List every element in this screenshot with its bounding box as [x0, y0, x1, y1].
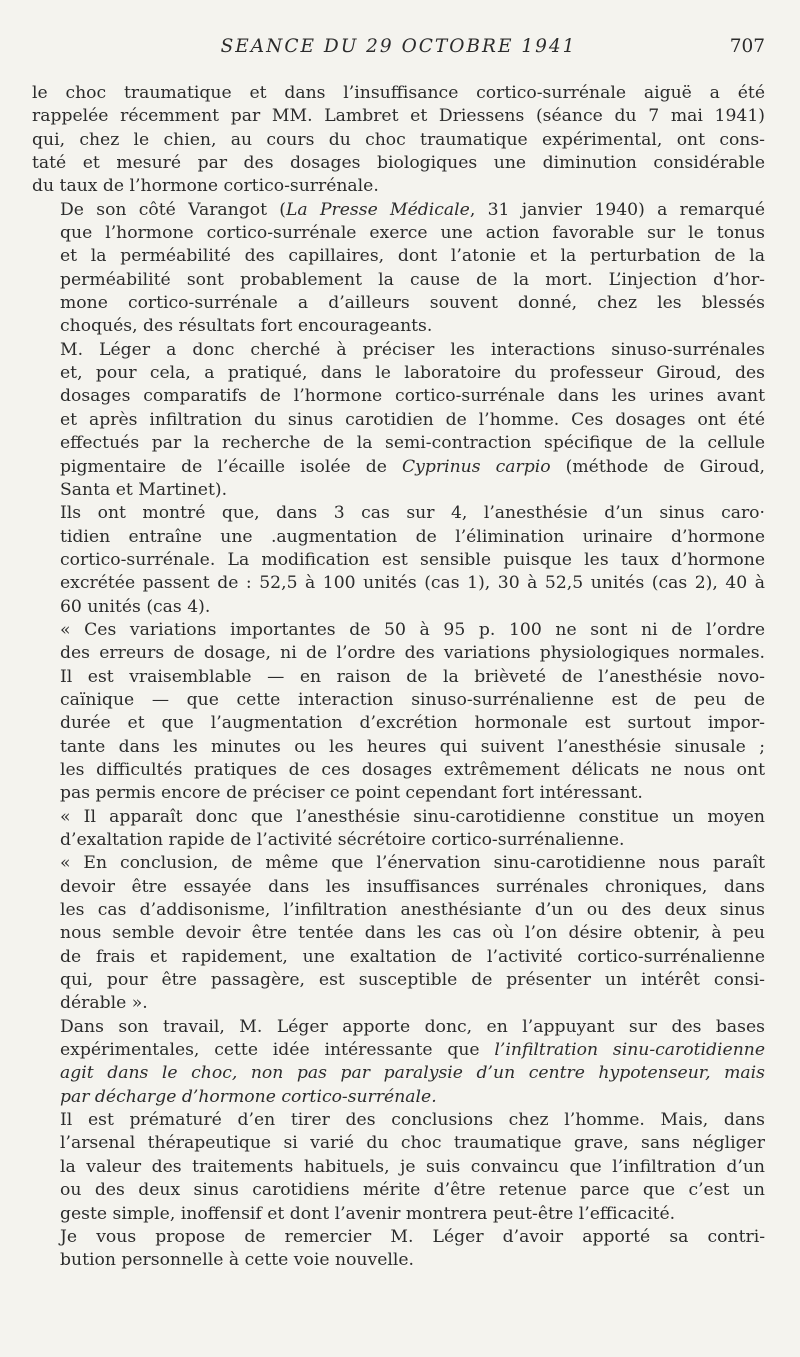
text-line: Dans son travail, M. Léger apporte donc, en l’appuyant sur des bases	[60, 1016, 765, 1037]
text-line: le choc traumatique et dans l’insuffisance cortico-surrénale aiguë a été	[32, 83, 765, 103]
text-line: de frais et rapidement, une exaltation de l’activité cortico-surrénalienne	[60, 946, 765, 967]
text-line: Je vous propose de remercier M. Léger d’avoir apporté sa contri-	[60, 1226, 765, 1247]
text-line: Santa et Martinet).	[60, 479, 228, 500]
paragraph	[32, 1016, 765, 1109]
text-line: Il est prématuré d’en tirer des conclusions chez l’homme. Mais, dans	[60, 1110, 765, 1131]
text-line: caïnique — que cette interaction sinuso-surrénalienne est de peu de	[60, 689, 765, 710]
text-line: perméabilité sont probablement la cause de la mort. L’injection d’hor-	[60, 269, 765, 290]
text-line: geste simple, inoffensif et dont l’avenir montrera peut-être l’efficacité.	[60, 1203, 676, 1224]
text-line: agit dans le choc, non pas par paralysie d’un centre hypotenseur, mais	[60, 1063, 765, 1084]
text-line: mone cortico-surrénale a d’ailleurs souvent donné, chez les blessés	[60, 293, 765, 314]
paragraph	[32, 199, 765, 339]
text-line: la valeur des traitements habituels, je suis convaincu que l’infiltration d’un	[60, 1156, 765, 1177]
paragraph	[32, 852, 765, 1015]
text-line: qui, chez le chien, au cours du choc traumatique expérimental, ont cons-	[32, 129, 765, 150]
text-line: effectués par la recherche de la semi-contraction spécifique de la cellule	[60, 433, 765, 454]
text-line: nous semble devoir être tentée dans les cas où l’on désire obtenir, à peu	[60, 923, 765, 944]
paragraph	[32, 1226, 765, 1273]
running-head	[32, 36, 765, 66]
text-line: par décharge d’hormone cortico-surrénale.	[60, 1086, 437, 1107]
text-line: rappelée récemment par MM. Lambret et Driessens (séance du 7 mai 1941)	[32, 106, 765, 127]
page-number: 707	[729, 36, 765, 57]
paragraph	[32, 502, 765, 619]
text-line: que l’hormone cortico-surrénale exerce une action favorable sur le tonus	[60, 223, 765, 244]
text-line: dosages comparatifs de l’hormone cortico-surrénale dans les urines avant	[60, 386, 765, 407]
text-line: De son côté Varangot (La Presse Médicale, 31 janvier 1940) a remarqué	[60, 199, 766, 220]
text-line: « En conclusion, de même que l’énervation sinu-carotidienne nous paraît	[60, 853, 765, 874]
text-line: 60 unités (cas 4).	[60, 596, 211, 617]
text-line: Il est vraisemblable — en raison de la brièveté de l’anesthésie novo-	[60, 666, 765, 687]
article-body	[32, 82, 765, 1273]
text-line: et, pour cela, a pratiqué, dans le laboratoire du professeur Giroud, des	[60, 363, 765, 384]
text-line: tante dans les minutes ou les heures qui suivent l’anesthésie sinusale ;	[60, 736, 765, 757]
text-line: les difficultés pratiques de ces dosages extrêmement délicats ne nous ont	[60, 759, 765, 780]
text-line: choqués, des résultats fort encourageants.	[60, 316, 433, 337]
text-line: excrétée passent de : 52,5 à 100 unités (cas 1), 30 à 52,5 unités (cas 2), 40 à	[60, 573, 765, 594]
text-line: pigmentaire de l’écaille isolée de Cyprinus carpio (méthode de Giroud,	[60, 456, 765, 477]
running-title: SEANCE DU 29 OCTOBRE 1941	[220, 36, 577, 57]
text-line: et après infiltration du sinus carotidien de l’homme. Ces dosages ont été	[60, 409, 765, 430]
text-line: du taux de l’hormone cortico-surrénale.	[32, 176, 379, 197]
text-line: cortico-surrénale. La modification est sensible puisque les taux d’hormone	[60, 549, 765, 570]
text-line: l’arsenal thérapeutique si varié du choc traumatique grave, sans négliger	[60, 1133, 765, 1154]
text-line: Ils ont montré que, dans 3 cas sur 4, l’anesthésie d’un sinus caro·	[60, 503, 765, 524]
paragraph	[32, 806, 765, 853]
text-line: durée et que l’augmentation d’excrétion hormonale est surtout impor-	[60, 713, 765, 734]
text-line: les cas d’addisonisme, l’infiltration anesthésiante d’un ou des deux sinus	[60, 900, 765, 921]
text-line: des erreurs de dosage, ni de l’ordre des variations physiologiques normales.	[60, 643, 765, 664]
text-line: d’exaltation rapide de l’activité sécrétoire cortico-surrénalienne.	[60, 830, 625, 850]
text-line: expérimentales, cette idée intéressante que l’infiltration sinu-carotidienne	[60, 1040, 766, 1061]
text-line: et la perméabilité des capillaires, dont l’atonie et la perturbation de la	[60, 246, 765, 267]
text-line: « Ces variations importantes de 50 à 95 p. 100 ne sont ni de l’ordre	[60, 619, 765, 640]
text-line: bution personnelle à cette voie nouvelle.	[60, 1250, 414, 1271]
text-line: tidien entraîne une .augmentation de l’élimination urinaire d’hormone	[60, 526, 765, 547]
text-line: « Il apparaît donc que l’anesthésie sinu-carotidienne constitue un moyen	[60, 806, 765, 827]
paragraph	[32, 82, 765, 199]
paragraph	[32, 1109, 765, 1226]
text-line: M. Léger a donc cherché à préciser les interactions sinuso-surrénales	[60, 339, 765, 360]
paragraph	[32, 619, 765, 806]
text-line: devoir être essayée dans les insuffisances surrénales chroniques, dans	[60, 876, 765, 897]
text-line: taté et mesuré par des dosages biologiques une diminution considérable	[32, 153, 765, 174]
paragraph	[32, 339, 765, 502]
text-line: qui, pour être passagère, est susceptible de présenter un intérêt consi-	[60, 970, 765, 991]
text-line: pas permis encore de préciser ce point cependant fort intéressant.	[60, 783, 643, 804]
text-line: ou des deux sinus carotidiens mérite d’être retenue parce que c’est un	[60, 1180, 765, 1201]
text-line: dérable ».	[60, 993, 148, 1014]
